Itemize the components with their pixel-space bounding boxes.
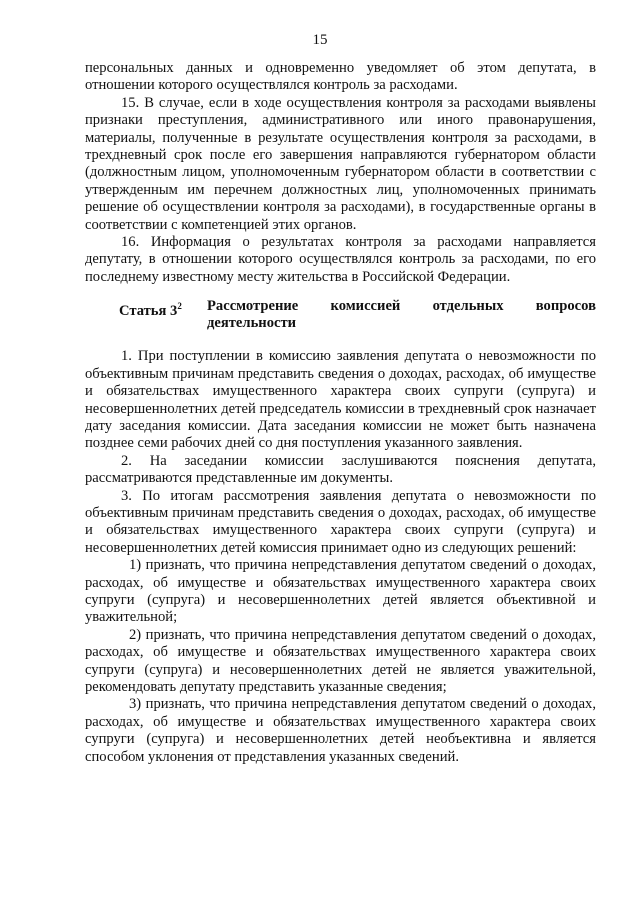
article-label: Статья 3	[119, 303, 178, 320]
sub-item-2: 2) признать, что причина непредставления депутатом сведений о доходах, расходах, об имуществе и обязательствах имущественного характера своих супруги (супруга) и несовершеннолетних детей не является уважительной, рекомендовать депутату представить указанные сведения;	[85, 626, 596, 695]
article-title	[207, 298, 596, 332]
article-title-word: вопросов	[535, 298, 596, 315]
article-title-word: Рассмотрение	[207, 298, 299, 315]
paragraph-2: 2. На заседании комиссии заслушиваются пояснения депутата, рассматриваются представленные им документы.	[85, 452, 596, 487]
document-body	[85, 60, 596, 766]
article-title-word: комиссией	[330, 298, 401, 315]
sub-item-3: 3) признать, что причина непредставления депутатом сведений о доходах, расходах, об имуществе и обязательствах имущественного характера своих супруги (супруга) и несовершеннолетних детей необъективна и является способом уклонения от представления указанных сведений.	[85, 696, 596, 765]
paragraph-3: 3. По итогам рассмотрения заявления депутата о невозможности по объективным причинам представить сведения о доходах, расходах, об имуществе и обязательствах имущественного характера своих супруги (супруга) и несовершеннолетних детей комиссия принимает одно из следующих решений:	[85, 487, 596, 556]
paragraph-1: 1. При поступлении в комиссию заявления депутата о невозможности по объективным причинам представить сведения о доходах, расходах, об имуществе и обязательствах имущественного характера своих супруги (супруга) и несовершеннолетних детей председатель комиссии в трехдневный срок назначает дату заседания комиссии. Дата заседания комиссии не может быть назначена позднее семи рабочих дней со дня поступления указанного заявления.	[85, 348, 596, 452]
paragraph-16: 16. Информация о результатах контроля за расходами направляется депутату, в отношении которого осуществлялся контроль за расходами, по его последнему известному месту жительства в Российской Федерации.	[85, 234, 596, 285]
article-heading	[85, 298, 596, 332]
sub-item-1: 1) признать, что причина непредставления депутатом сведений о доходах, расходах, об имуществе и обязательствах имущественного характера своих супруги (супруга) и несовершеннолетних детей является объективной и уважительной;	[85, 557, 596, 626]
article-title-line2: деятельности	[207, 315, 297, 332]
article-superscript: 2	[177, 301, 182, 312]
article-number	[85, 298, 207, 332]
paragraph-15: 15. В случае, если в ходе осуществления контроля за расходами выявлены признаки преступления, административного или иного правонарушения, материалы, полученные в результате осуществления контроля за расходами, в трехдневный срок после его завершения направляются губернатором области (должностным лицом, уполномоченным губернатором области в соответствии с утвержденным им перечнем должностных лиц, уполномоченных принимать решение об осуществлении контроля за расходами), в государственные органы в соответствии с компетенцией этих органов.	[85, 94, 596, 233]
page-number: 15	[312, 32, 328, 48]
paragraph-continuation: персональных данных и одновременно уведомляет об этом депутата, в отношении которого осуществлялся контроль за расходами.	[85, 60, 596, 94]
article-title-word: отдельных	[432, 298, 504, 315]
